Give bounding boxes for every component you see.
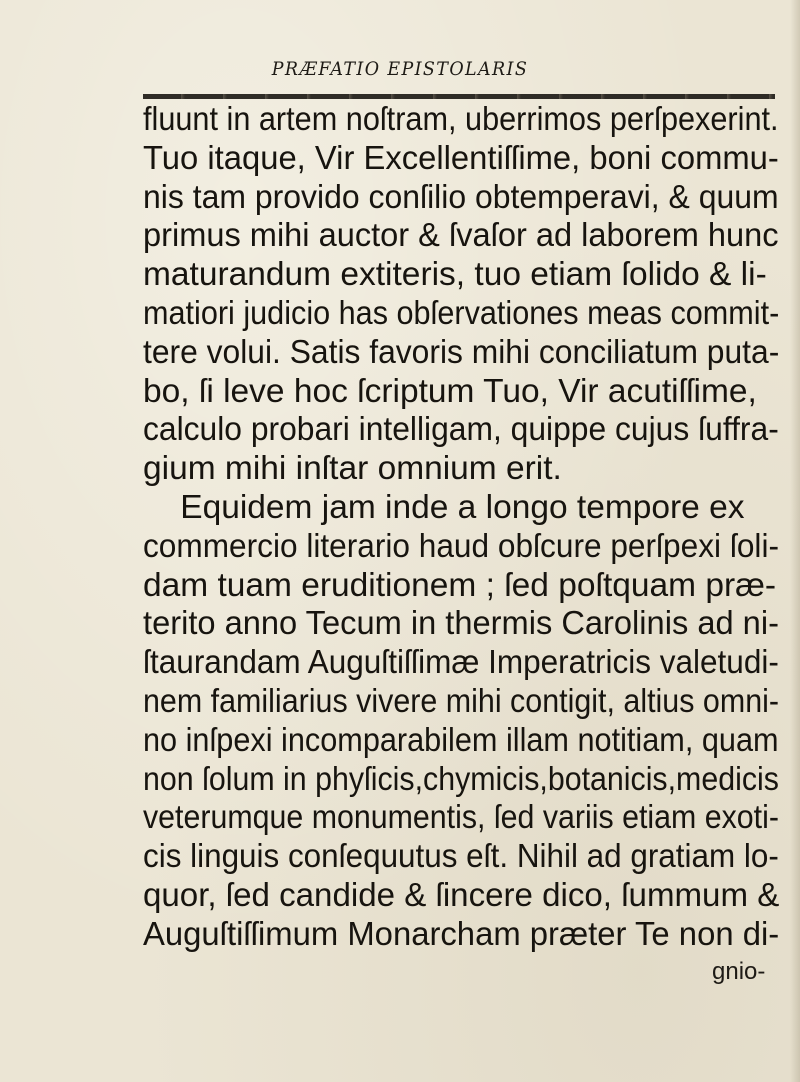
text-line: maturandum extiteris, tuo etiam ſolido & li- [143,256,767,294]
text-line: bo, ſi leve hoc ſcriptum Tuo, Vir acutiſſime, [143,372,757,410]
text-line: Equidem jam inde a longo tempore ex [143,488,745,526]
body-text [143,101,783,955]
text-line: nem familiarius vivere mihi contigit, altius omni- [143,682,780,720]
text-line: quor, ſed candide & ſincere dico, ſummum & [143,876,780,914]
text-line: matiori judicio has obſervationes meas commit- [143,294,780,332]
text-line: terito anno Tecum in thermis Carolinis ad ni- [143,605,779,643]
text-line: Auguſtiſſimum Monarcham præter Te non di- [143,915,780,953]
text-line: gium mihi inſtar omnium erit. [143,450,562,488]
text-line: no inſpexi incomparabilem illam notitiam, quam [143,721,779,759]
running-head: PRÆFATIO EPISTOLARIS [271,58,529,80]
text-line: fluunt in artem noſtram, uberrimos perſpexerint. [143,101,779,138]
text-line: veterumque monumentis, ſed variis etiam exoti- [143,799,779,837]
text-line: ſtaurandam Auguſtiſſimæ Imperatricis valetudi- [143,644,779,682]
text-line: tere volui. Satis favoris mihi conciliatum puta- [143,333,780,371]
head-rule [143,94,775,99]
text-line: cis linguis conſequutus eſt. Nihil ad gratiam lo- [143,838,779,876]
text-line: nis tam provido conſilio obtemperavi, & quum [143,178,779,216]
text-line: commercio literario haud obſcure perſpexi ſoli- [143,527,780,565]
text-line: dam tuam eruditionem ; ſed poſtquam præ- [143,566,777,604]
text-line: Tuo itaque, Vir Excellentiſſime, boni commu- [143,139,779,177]
text-line: primus mihi auctor & ſvaſor ad laborem hunc [143,217,779,255]
page-edge-shadow [790,0,800,1082]
catchword: gnio- [712,958,766,985]
text-line: calculo probari intelligam, quippe cujus ſuffra- [143,411,779,449]
text-line: non ſolum in phyſicis,chymicis,botanicis,medicis [143,760,779,798]
